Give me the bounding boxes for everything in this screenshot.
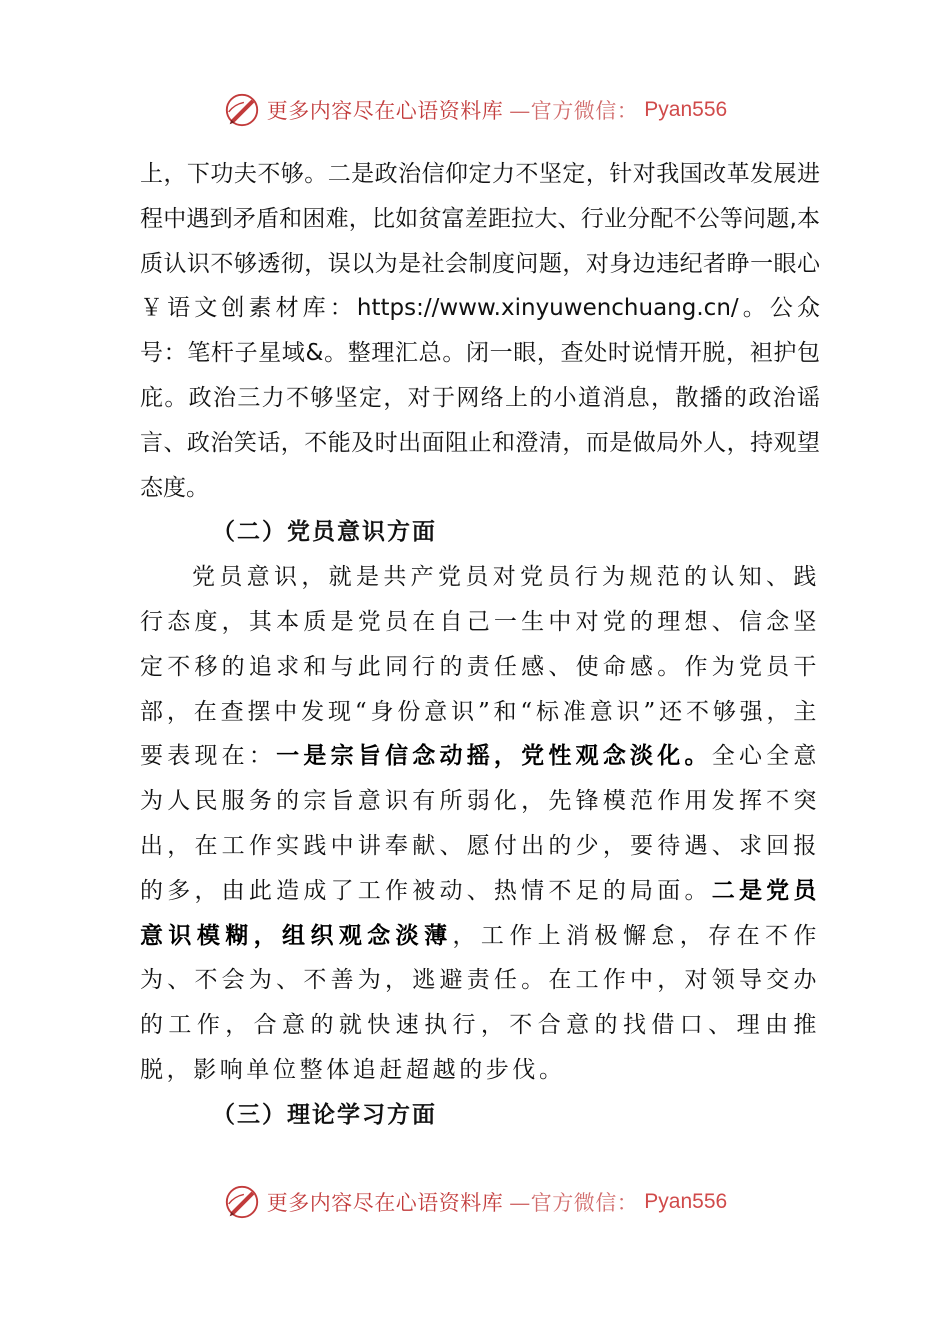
banner-wechat-id: Pyan556 xyxy=(644,1190,728,1213)
bold-point-1: 一是宗旨信念动摇，党性观念淡化。 xyxy=(276,742,712,770)
banner-slogan: 更多内容尽在心语资料库 xyxy=(266,99,504,123)
banner-wechat-label: —官方微信： xyxy=(509,99,639,123)
paragraph-text: 党员意识，就是共产党员对党员行为规范的认知、践行态度，其本质是党员在自己一生中对党的理想、信念坚定不移的追求和与此同行的责任感、使命感。作为党员干部，在查摆中发现“身份意识”和“标准意识”还不够强，主要表现在： xyxy=(140,564,820,770)
bold-point-2: 二是党员意识模糊，组织观念淡薄 xyxy=(140,876,820,949)
section-heading-theory-study: （三）理论学习方面 xyxy=(212,1100,437,1128)
banner-wechat-id: Pyan556 xyxy=(644,98,728,121)
pen-logo-icon xyxy=(223,1183,261,1221)
header-banner xyxy=(0,88,950,132)
paragraph-party-awareness xyxy=(140,555,820,1093)
section-heading-party-awareness: （二）党员意识方面 xyxy=(212,518,437,546)
paragraph-text: ，工作上消极懈怠，存在不作为、不会为、不善为，逃避责任。在工作中，对领导交办的工作，合意的就快速执行，不合意的找借口、理由推脱，影响单位整体追赶超越的步伐。 xyxy=(140,922,820,1083)
document-body xyxy=(140,152,820,1138)
paragraph-text: 全心全意为人民服务的宗旨意识有所弱化，先锋模范作用发挥不突出，在工作实践中讲奉献、愿付出的少，要待遇、求回报的多，由此造成了工作被动、热情不足的局面。 xyxy=(140,743,820,904)
paragraph-political: 上，下功夫不够。二是政治信仰定力不坚定，针对我国改革发展进程中遇到矛盾和困难，比如贫富差距拉大、行业分配不公等问题,本质认识不够透彻，误以为是社会制度问题，对身边违纪者睁一眼心￥语文创素材库：https://www.xinyuwenchuang.cn/。公众号：笔杆子星域&。整理汇总。闭一眼，查处时说情开脱，袒护包庇。政治三力不够坚定，对于网络上的小道消息，散播的政治谣言、政治笑话，不能及时出面阻止和澄清，而是做局外人，持观望态度。 xyxy=(140,161,820,501)
banner-slogan: 更多内容尽在心语资料库 xyxy=(266,1191,504,1215)
pen-logo-icon xyxy=(223,91,261,129)
footer-banner xyxy=(0,1180,950,1224)
banner-wechat-label: —官方微信： xyxy=(509,1191,639,1215)
